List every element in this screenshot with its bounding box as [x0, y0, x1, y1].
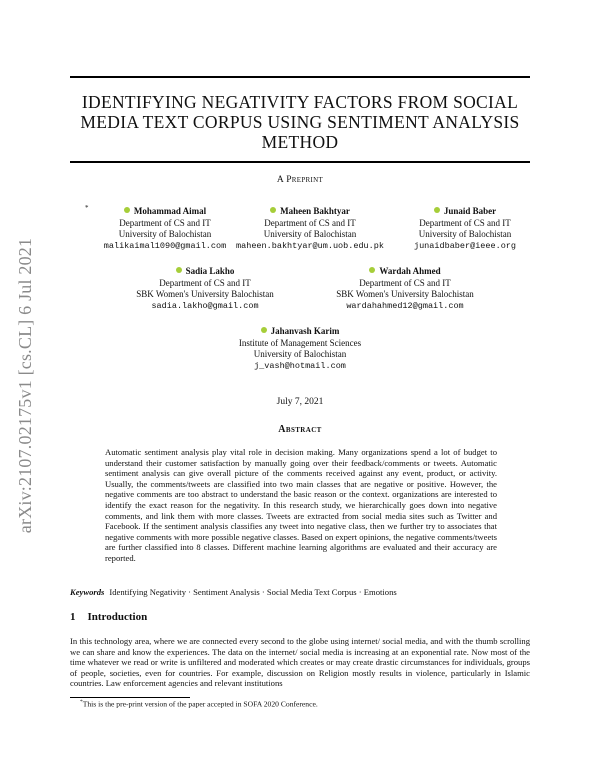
arxiv-stamp — [4, 200, 48, 570]
author-dept: Department of CS and IT — [359, 277, 451, 288]
footnote-marker: * — [85, 204, 89, 212]
author-email[interactable]: j_vash@hotmail.com — [254, 360, 346, 371]
author-block — [365, 206, 565, 252]
keywords-text: Identifying Negativity · Sentiment Analysis · Social Media Text Corpus · Emotions — [109, 587, 397, 597]
author-name: Maheen Bakhtyar — [280, 206, 350, 216]
author-dept: Department of CS and IT — [264, 217, 356, 228]
arxiv-id-text: arXiv:2107.02175v1 [cs.CL] 6 Jul 2021 — [15, 237, 36, 533]
author-affiliation: University of Balochistan — [418, 229, 512, 239]
footnote-text: This is the pre-print version of the paper accepted in SOFA 2020 Conference. — [82, 699, 318, 709]
preprint-label: A Preprint — [276, 175, 324, 185]
footnote — [80, 699, 318, 709]
author-affiliation: SBK Women's University Balochistan — [336, 289, 474, 299]
author-email[interactable]: sadia.lakho@gmail.com — [151, 300, 259, 311]
section-title: Introduction — [87, 611, 148, 623]
author-affiliation: University of Balochistan — [263, 229, 357, 239]
author-email[interactable]: wardahahmed12@gmail.com — [346, 300, 464, 311]
author-dept: Department of CS and IT — [159, 277, 251, 288]
orcid-icon[interactable] — [124, 207, 130, 213]
footnote-rule — [70, 697, 190, 698]
footnote-mark: * — [80, 699, 83, 705]
author-dept: Institute of Management Sciences — [238, 337, 362, 348]
author-block — [200, 326, 400, 372]
author-block — [305, 266, 505, 312]
abstract-text: Automatic sentiment analysis play vital role in decision making. Many organizations spend a lot of budget to understand their customer satisfaction by manually going over their feedback/comments or tweets. Automatic sentiment analysis can give overall picture of the comments received against any event, product, or activity. Usually, the comments/tweets are classified into two main classes that are negative or positive. However, the negative comments are too abstract to understand the basic reason or the context. organizations are interested to identify the exact reason for the negativity. In this research study, we hierarchically goes down into negative comments, and link them with more classes. Tweets are extracted from social media sites such as Twitter and Facebook. If the sentiment analysis classifies any tweet into negative class, then we further try to associates that negative comments with more possible negative classes. Based on expert opinions, the negative comments/tweets are further classified into 8 classes. Different machine learning algorithms are evaluated and their accuracy are reported. — [105, 447, 497, 563]
author-email[interactable]: maheen.bakhtyar@um.uob.edu.pk — [236, 240, 384, 251]
title-rule-bottom — [70, 161, 530, 163]
title-rule-top — [70, 76, 530, 78]
author-dept: Department of CS and IT — [419, 217, 511, 228]
author-name: Junaid Baber — [443, 206, 497, 216]
author-affiliation: University of Balochistan — [118, 229, 212, 239]
abstract-heading: Abstract — [278, 424, 322, 435]
introduction-text: In this technology area, where we are connected every second to the globe using internet/ social media, and with the thumb scrolling we can share and know the experiences. The data on the internet/ social media is increasing at an exponential rate. Now most of the time whatever we read or write is unfiltered and moderated which creates or may create drastic circumstances for individuals, groups of people, societies, even for countries. For example, discussion on Religion mostly results in violence, particularly in Islamic countries. Law enforcement agencies and relevant institutions — [70, 636, 530, 689]
publication-date: July 7, 2021 — [276, 397, 324, 407]
orcid-icon[interactable] — [261, 327, 267, 333]
keywords-line — [70, 587, 530, 598]
orcid-icon[interactable] — [270, 207, 276, 213]
author-affiliation: University of Balochistan — [253, 349, 347, 359]
author-email[interactable]: junaidbaber@ieee.org — [413, 240, 517, 251]
section-number: 1 — [70, 611, 76, 623]
author-block — [105, 266, 305, 312]
author-dept: Department of CS and IT — [119, 217, 211, 228]
orcid-icon[interactable] — [176, 267, 182, 273]
author-name: Mohammad Aimal — [133, 206, 207, 216]
paper-title: IDENTIFYING NEGATIVITY FACTORS FROM SOCIAL MEDIA TEXT CORPUS USING SENTIMENT ANALYSIS METHOD — [80, 92, 520, 152]
author-name: Sadia Lakho — [185, 266, 235, 276]
author-affiliation: SBK Women's University Balochistan — [136, 289, 274, 299]
author-name: Jahanvash Karim — [270, 326, 340, 336]
orcid-icon[interactable] — [369, 267, 375, 273]
keywords-label: Keywords — [70, 587, 105, 597]
section-heading — [70, 611, 147, 623]
orcid-icon[interactable] — [434, 207, 440, 213]
author-email[interactable]: malikaimal1090@gmail.com — [103, 240, 227, 251]
author-name: Wardah Ahmed — [379, 266, 441, 276]
